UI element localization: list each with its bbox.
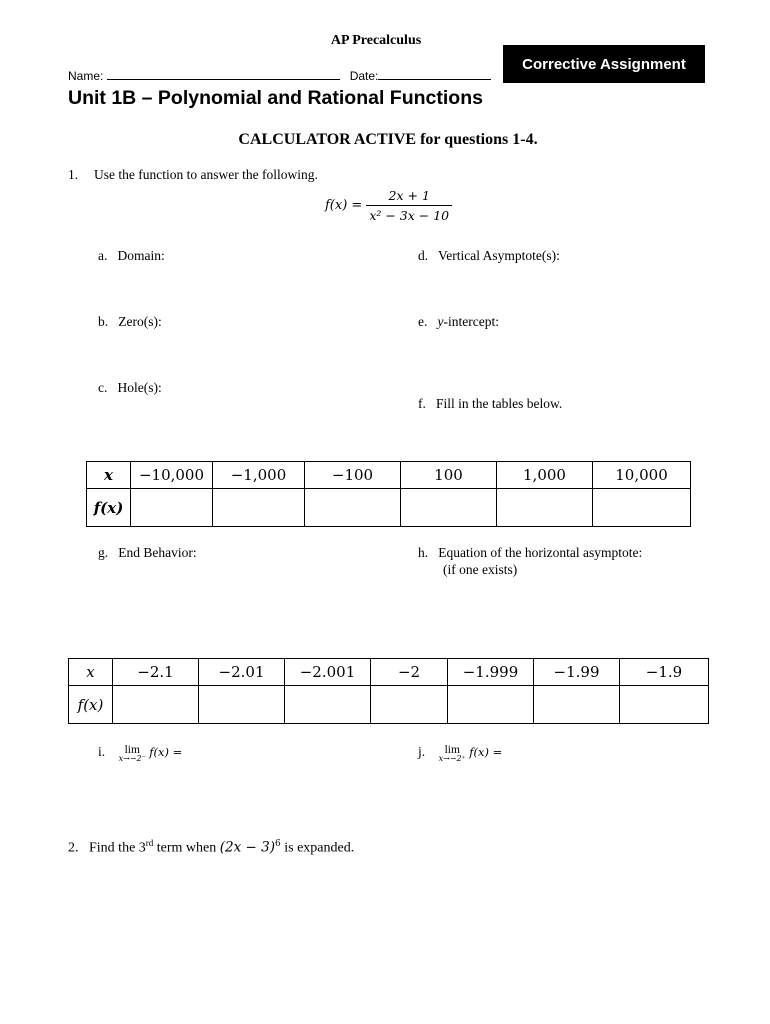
- table-2-answer-cell[interactable]: [620, 686, 709, 724]
- table-2-answer-cell[interactable]: [113, 686, 199, 724]
- table-1-fx-header: f(x): [87, 489, 131, 527]
- q2: [68, 838, 354, 857]
- table-1-x-cell: −1,000: [213, 462, 305, 489]
- function-lhs: f(x) =: [325, 198, 363, 213]
- q2-exponent: 6: [275, 839, 281, 849]
- q2-superscript: rd: [145, 838, 154, 848]
- table-1-answer-cell[interactable]: [305, 489, 401, 527]
- function-denominator: x² − 3x − 10: [366, 205, 452, 223]
- name-date-line: [68, 67, 491, 83]
- part-d-marker: d.: [418, 248, 429, 263]
- table-2-fx-header: f(x): [69, 686, 113, 724]
- function-numerator: 2x + 1: [388, 188, 430, 203]
- part-e-label: -intercept:: [443, 314, 499, 329]
- table-1-x-cell: −10,000: [131, 462, 213, 489]
- table-1-x-cell: 1,000: [497, 462, 593, 489]
- part-c-label: Hole(s):: [117, 380, 162, 395]
- part-h: [418, 545, 642, 561]
- part-b-marker: b.: [98, 314, 109, 329]
- table-2-x-header: x: [69, 659, 113, 686]
- limit-j-operator: [439, 744, 466, 763]
- date-blank[interactable]: [378, 67, 491, 80]
- table-1-x-cell: 10,000: [593, 462, 691, 489]
- part-d: [418, 248, 560, 264]
- table-2-x-cell: −2.1: [113, 659, 199, 686]
- table-2-answer-cell[interactable]: [199, 686, 285, 724]
- part-c: [98, 380, 162, 396]
- limit-i: [98, 744, 182, 763]
- table-2-answer-cell[interactable]: [285, 686, 371, 724]
- part-h-marker: h.: [418, 545, 429, 560]
- limit-j-lim: lim: [444, 744, 460, 756]
- part-h-label: Equation of the horizontal asymptote:: [438, 545, 643, 560]
- part-g-label: End Behavior:: [118, 545, 197, 560]
- limit-i-marker: i.: [98, 744, 106, 759]
- part-e: [418, 314, 499, 330]
- table-2-x-cell: −1.999: [448, 659, 534, 686]
- table-2-x-cell: −1.9: [620, 659, 709, 686]
- unit-title: Unit 1B – Polynomial and Rational Functions: [68, 87, 483, 109]
- q2-text-before: Find the 3: [89, 840, 146, 856]
- limit-i-subscript: x→−2⁻: [118, 754, 146, 763]
- corrective-assignment-badge: [503, 45, 705, 83]
- part-g: [98, 545, 197, 561]
- part-b-label: Zero(s):: [118, 314, 162, 329]
- calculator-heading: CALCULATOR ACTIVE for questions 1-4.: [238, 131, 538, 148]
- q2-number: 2.: [68, 840, 79, 856]
- limit-j-expression: f(x) =: [469, 745, 503, 759]
- part-e-marker: e.: [418, 314, 428, 329]
- table-2-fx-row: [69, 686, 709, 724]
- limit-i-lim: lim: [124, 744, 140, 756]
- limit-j-marker: j.: [418, 744, 426, 759]
- table-2-x-cell: −2.01: [199, 659, 285, 686]
- q2-text-after: is expanded.: [280, 840, 355, 856]
- limit-j: [418, 744, 502, 763]
- q1-number: 1.: [68, 167, 79, 182]
- table-1-answer-cell[interactable]: [497, 489, 593, 527]
- part-f-marker: f.: [418, 396, 426, 411]
- limit-j-subscript: x→−2⁺: [438, 754, 466, 763]
- part-f: [418, 396, 562, 412]
- table-2-answer-cell[interactable]: [534, 686, 620, 724]
- part-f-label: Fill in the tables below.: [436, 396, 563, 411]
- date-label: Date:: [349, 69, 379, 83]
- part-a: [98, 248, 165, 264]
- table-1-x-header: x: [87, 462, 131, 489]
- course-title: AP Precalculus: [330, 33, 422, 48]
- table-2-x-cell: −2.001: [285, 659, 371, 686]
- part-b: [98, 314, 162, 330]
- q1-prompt: Use the function to answer the following.: [94, 167, 318, 182]
- table-1-fx-row: [87, 489, 691, 527]
- table-2-answer-cell[interactable]: [448, 686, 534, 724]
- table-1-answer-cell[interactable]: [131, 489, 213, 527]
- table-1-answer-cell[interactable]: [593, 489, 691, 527]
- table-2-answer-cell[interactable]: [371, 686, 448, 724]
- name-blank[interactable]: [107, 67, 340, 80]
- table-2-x-cell: −1.99: [534, 659, 620, 686]
- table-1-x-row: [87, 462, 691, 489]
- q2-expression: (2x − 3): [219, 839, 275, 856]
- table-2-x-row: [69, 659, 709, 686]
- corrective-assignment-label: Corrective Assignment: [522, 55, 686, 73]
- name-label: Name:: [68, 69, 104, 83]
- part-a-label: Domain:: [117, 248, 165, 263]
- table-1-answer-cell[interactable]: [213, 489, 305, 527]
- table-1-answer-cell[interactable]: [401, 489, 497, 527]
- limit-table: [68, 658, 709, 724]
- part-a-marker: a.: [98, 248, 108, 263]
- q1-function: [325, 188, 452, 223]
- part-c-marker: c.: [98, 380, 108, 395]
- table-1-x-cell: −100: [305, 462, 401, 489]
- part-d-label: Vertical Asymptote(s):: [438, 248, 560, 263]
- function-fraction: [366, 188, 452, 223]
- limit-i-expression: f(x) =: [149, 745, 183, 759]
- table-2-x-cell: −2: [371, 659, 448, 686]
- q2-text-middle: term when: [153, 840, 220, 856]
- table-1-x-cell: 100: [401, 462, 497, 489]
- limit-i-operator: [119, 744, 146, 763]
- part-h-note: (if one exists): [443, 562, 518, 577]
- part-g-marker: g.: [98, 545, 109, 560]
- end-behavior-table: [86, 461, 691, 527]
- part-e-variable: y: [437, 314, 444, 329]
